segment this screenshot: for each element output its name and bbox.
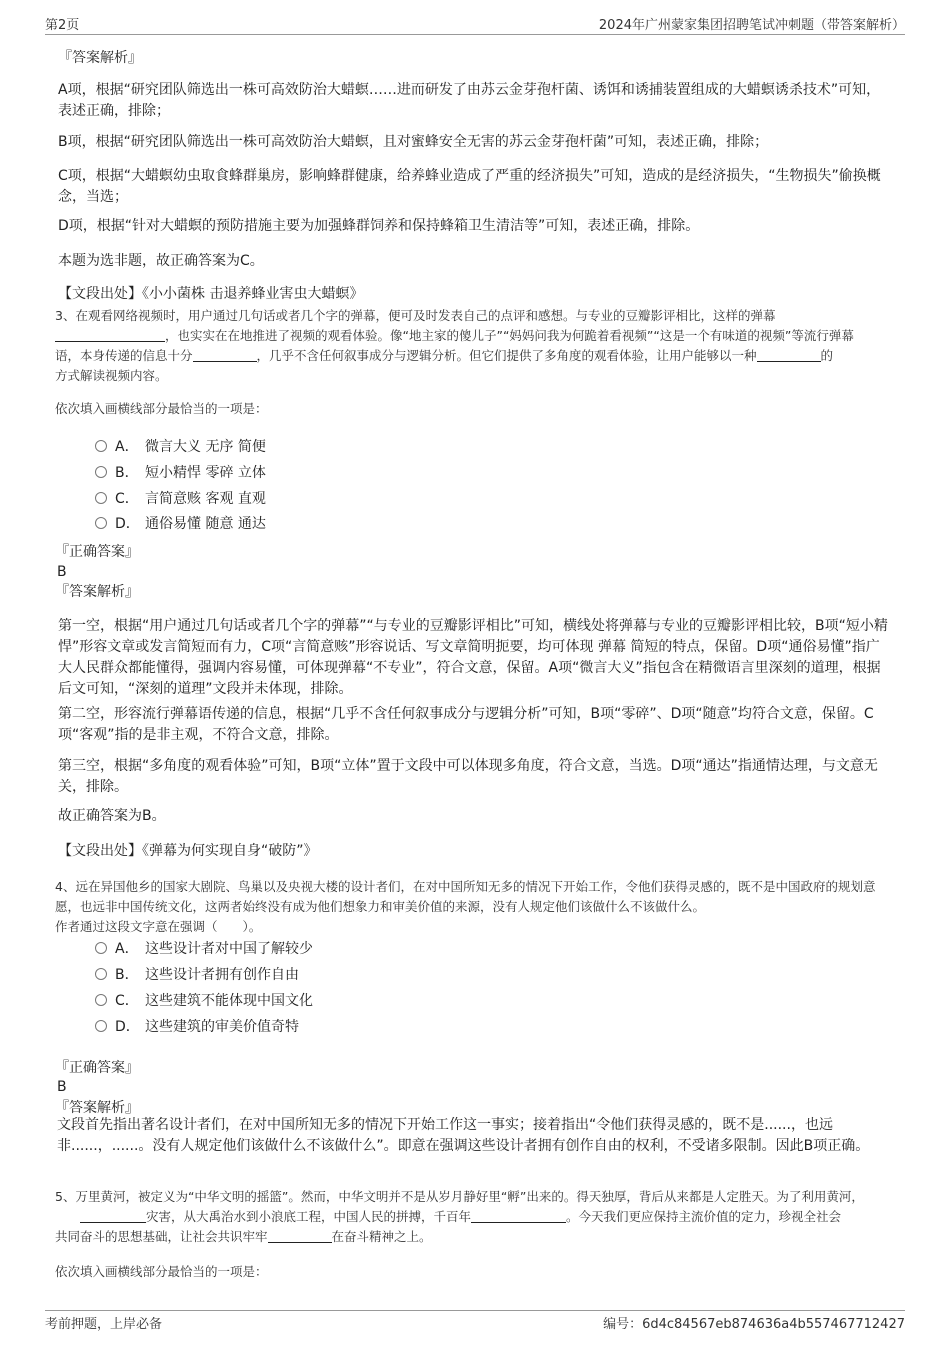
correct-answer-heading: 『正确答案』	[55, 544, 139, 560]
question-4-option[interactable]: A． 这些设计者对中国了解较少	[95, 939, 313, 959]
question-3-option[interactable]: B． 短小精悍 零碎 立体	[95, 463, 266, 483]
question-3-option[interactable]: C． 言简意赅 客观 直观	[95, 489, 266, 509]
radio-icon[interactable]	[95, 492, 107, 504]
answer-blank	[80, 1208, 146, 1223]
analysis-heading: 『答案解析』	[58, 50, 142, 66]
page-footer	[45, 1313, 905, 1331]
radio-icon[interactable]	[95, 1020, 107, 1032]
analysis-paragraph-2: 第二空，形容流行弹幕语传递的信息，根据“几乎不含任何叙事成分与逻辑分析”可知，B项“零碎”、D项“随意”均符合文意，保留。C项“客观”指的是非主观，不符合文意，排除。	[58, 706, 874, 743]
header-divider	[45, 34, 905, 35]
source-citation: 【文段出处】《小小菌株 击退养蜂业害虫大蜡螟》	[58, 286, 364, 302]
radio-icon[interactable]	[95, 466, 107, 478]
document-code: 编号：6d4c84567eb874636a4b557467712427	[603, 1317, 905, 1332]
answer-blank	[55, 327, 165, 342]
analysis-paragraph-3: 第三空，根据“多角度的观看体验”可知，B项“立体”置于文段中可以体现多角度，符合文意，当选。D项“通达”指通情达理，与文意无关，排除。	[58, 758, 878, 795]
answer-blank	[193, 347, 257, 362]
question-5-stem: 5、万里黄河，被定义为“中华文明的摇篮”。然而，中华文明并不是从岁月静好里“孵”出来的。得天独厚，背后从来都是人定胜天。为了利用黄河， 灾害，从大禹治水到小浪底工程，中国人民的拼搏，千百年 。今天我们更应保持主流价值的定力，珍视全社会 共同奋斗的思想基础，让社会共识牢牢 在奋斗精神之上。	[55, 1189, 864, 1244]
radio-icon[interactable]	[95, 440, 107, 452]
correct-answer: B	[57, 564, 67, 580]
footer-divider	[45, 1310, 905, 1311]
source-citation: 【文段出处】《弹幕为何实现自身“破防”》	[58, 843, 318, 859]
question-3-stem: 3、在观看网络视频时，用户通过几句话或者几个字的弹幕，便可及时发表自己的点评和感想。与专业的豆瓣影评相比，这样的弹幕 ，也实实在在地推进了视频的观看体验。像“地主家的傻儿子”“妈妈问我为何跪着看视频”“这是一个有味道的视频”等流行弹幕 语，本身传递的信息十分 ，几乎不含任何叙事成分与逻辑分析。但它们提供了多角度的观看体验，让用户能够以一种 的 方式解读视频内容。	[55, 308, 854, 383]
page-header	[45, 14, 905, 32]
footer-slogan: 考前押题，上岸必备	[45, 1317, 163, 1332]
question-3-option[interactable]: D． 通俗易懂 随意 通达	[95, 514, 266, 534]
answer-blank	[268, 1228, 332, 1243]
radio-icon[interactable]	[95, 517, 107, 529]
analysis-option-c: C项，根据“大蜡螟幼虫取食蜂群巢房，影响蜂群健康，给养蜂业造成了严重的经济损失”可知，造成的是经济损失，“生物损失”偷换概念，当选；	[58, 168, 881, 205]
document-title: 2024年广州蒙家集团招聘笔试冲刺题（带答案解析）	[598, 18, 905, 33]
analysis-heading: 『答案解析』	[55, 584, 139, 600]
question-4-option[interactable]: C． 这些建筑不能体现中国文化	[95, 991, 313, 1011]
page-number: 第2页	[45, 18, 80, 33]
question-4-stem: 4、远在异国他乡的国家大剧院、鸟巢以及央视大楼的设计者们，在对中国所知无多的情况下开始工作，令他们获得灵感的，既不是中国政府的规划意愿，也远非中国传统文化，这两者始终没有成为他们想象力和审美价值的来源，没有人规定他们该做什么不该做什么。	[55, 879, 876, 914]
radio-icon[interactable]	[95, 942, 107, 954]
question-3-option[interactable]: A． 微言大义 无序 简便	[95, 437, 266, 457]
answer-blank	[757, 347, 821, 362]
analysis-heading: 『答案解析』	[55, 1100, 139, 1116]
analysis-paragraph-1: 第一空，根据“用户通过几句话或者几个字的弹幕”“与专业的豆瓣影评相比”可知，横线处将弹幕与专业的豆瓣影评相比较，B项“短小精悍”形容文章或发言简短而有力，C项“言简意赅”形容说话、写文章简明扼要，均可体现 弹幕 简短的特点，保留。D项“通俗易懂”指广大人民群众都能懂得，强调内容易懂，可体现弹幕“不专业”，符合文意，保留。A项“微言大义”指包含在精微语言里深刻的道理，根据后文可知，“深刻的道理”文段并未体现，排除。	[58, 618, 888, 697]
radio-icon[interactable]	[95, 968, 107, 980]
analysis-option-d: D项，根据“针对大蜡螟的预防措施主要为加强蜂群饲养和保持蜂箱卫生清洁等”可知，表述正确，排除。	[58, 218, 700, 234]
question-4-option[interactable]: D． 这些建筑的审美价值奇特	[95, 1017, 299, 1037]
correct-answer-heading: 『正确答案』	[55, 1060, 139, 1076]
analysis-conclusion: 故正确答案为B。	[58, 808, 166, 824]
analysis-option-b: B项，根据“研究团队筛选出一株可高效防治大蜡螟，且对蜜蜂安全无害的苏云金芽孢杆菌”可知，表述正确，排除；	[58, 134, 769, 150]
correct-answer: B	[57, 1079, 67, 1095]
analysis-conclusion: 本题为选非题，故正确答案为C。	[58, 253, 264, 269]
question-4-prompt: 作者通过这段文字意在强调（ ）。	[55, 919, 262, 934]
question-5-prompt: 依次填入画横线部分最恰当的一项是：	[55, 1264, 268, 1279]
analysis-paragraph: 文段首先指出著名设计者们，在对中国所知无多的情况下开始工作这一事实；接着指出“令他们获得灵感的，既不是......，也远非......，......。没有人规定他们该做什么不该做什么”。即意在强调这些设计者拥有创作自由的权利，不受诸多限制。因此B项正确。	[57, 1117, 870, 1154]
question-3-prompt: 依次填入画横线部分最恰当的一项是：	[55, 401, 268, 416]
answer-blank	[471, 1208, 566, 1223]
radio-icon[interactable]	[95, 994, 107, 1006]
analysis-option-a: A项，根据“研究团队筛选出一株可高效防治大蜡螟……进而研发了由苏云金芽孢杆菌、诱饵和诱捕装置组成的大蜡螟诱杀技术”可知，表述正确，排除；	[58, 82, 881, 119]
question-4-option[interactable]: B． 这些设计者拥有创作自由	[95, 965, 299, 985]
